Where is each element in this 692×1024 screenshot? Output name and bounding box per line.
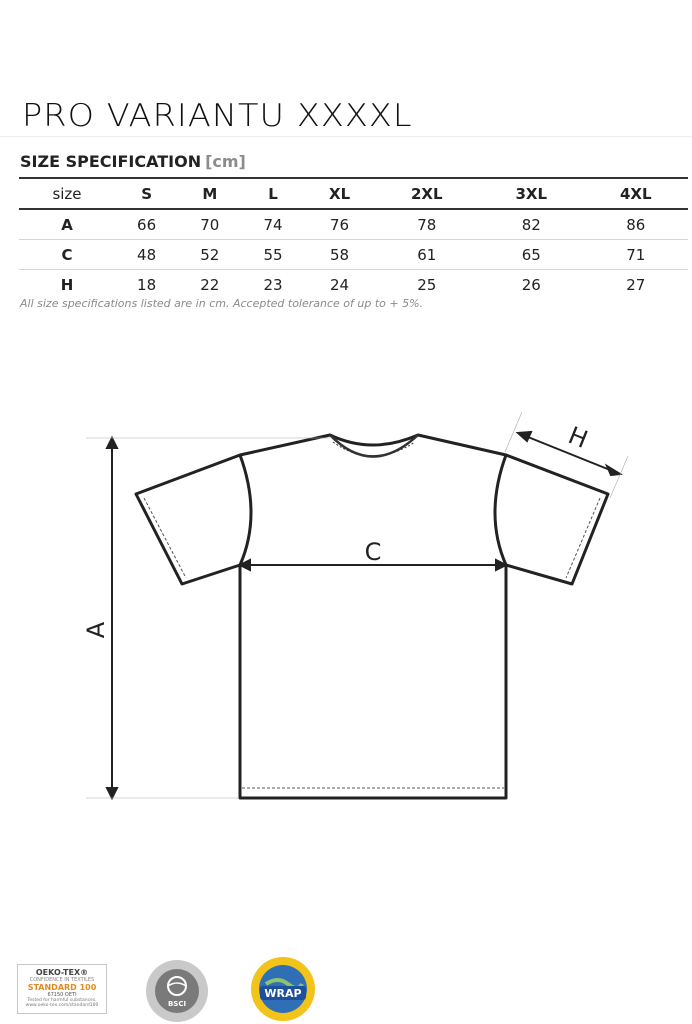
table-cell: 18	[137, 275, 157, 294]
table-cell: 71	[583, 240, 688, 270]
table-row	[19, 209, 688, 240]
oeko-number: 67150 OETI	[47, 992, 77, 998]
oeko-name: OEKO-TEX®	[35, 968, 89, 977]
column-header: 4XL	[583, 178, 688, 209]
table-cell: 65	[479, 240, 583, 270]
oeko-tested: Tested for harmful substances.	[27, 998, 97, 1003]
oeko-standard: STANDARD 100	[27, 983, 97, 992]
table-cell: 61	[375, 240, 479, 270]
table-cell: 27	[626, 275, 646, 294]
table-cell: 86	[583, 209, 688, 240]
row-label: C	[19, 240, 115, 270]
tshirt-outline	[136, 435, 608, 798]
table-cell: 70	[178, 209, 241, 240]
oeko-tagline: CONFIDENCE IN TEXTILES	[29, 977, 95, 983]
table-cell: 74	[241, 209, 304, 240]
tolerance-note: All size specifications listed are in cm. Accepted tolerance of up to + 5%.	[20, 297, 424, 310]
table-cell: 26	[521, 275, 541, 294]
bsci-logo	[144, 958, 210, 1024]
table-cell: 24	[330, 275, 350, 294]
table-cell: 82	[479, 209, 583, 240]
wrap-logo	[248, 954, 318, 1024]
size-spec-unit: [cm]	[205, 152, 246, 171]
row-label: A	[19, 209, 115, 240]
column-header: 3XL	[479, 178, 583, 209]
table-cell: 55	[241, 240, 304, 270]
column-header: L	[241, 178, 304, 209]
column-header: 2XL	[375, 178, 479, 209]
label-a: A	[82, 621, 110, 639]
wrap-name: WRAP	[264, 987, 302, 1000]
table-row	[19, 240, 688, 270]
dimension-a	[86, 438, 330, 798]
table-cell: 76	[305, 209, 375, 240]
column-header: M	[178, 178, 241, 209]
certification-logos	[0, 950, 692, 1024]
size-table	[19, 177, 688, 299]
table-cell: 25	[417, 275, 437, 294]
row-label: H	[60, 275, 74, 294]
oeko-tex-logo	[17, 964, 107, 1014]
page-title: PRO VARIANTU XXXXL	[22, 98, 413, 134]
size-spec-heading	[20, 152, 246, 171]
title-divider	[0, 136, 692, 137]
table-cell: 58	[305, 240, 375, 270]
size-spec-title: SIZE SPECIFICATION	[20, 152, 202, 171]
bsci-name: BSCI	[167, 1000, 187, 1008]
label-c: C	[364, 538, 382, 566]
table-cell: 22	[200, 275, 220, 294]
dimension-h	[505, 412, 628, 498]
table-cell: 23	[263, 275, 283, 294]
table-cell: 48	[115, 240, 178, 270]
table-cell: 66	[115, 209, 178, 240]
size-table-header	[19, 178, 688, 209]
oeko-link: www.oeko-tex.com/standard100	[25, 1003, 99, 1008]
column-header: S	[115, 178, 178, 209]
table-cell: 78	[375, 209, 479, 240]
label-h: H	[564, 421, 592, 454]
column-header: size	[19, 178, 115, 209]
column-header: XL	[305, 178, 375, 209]
table-cell: 52	[178, 240, 241, 270]
table-row	[19, 270, 688, 300]
tshirt-measurement-diagram	[0, 400, 692, 820]
